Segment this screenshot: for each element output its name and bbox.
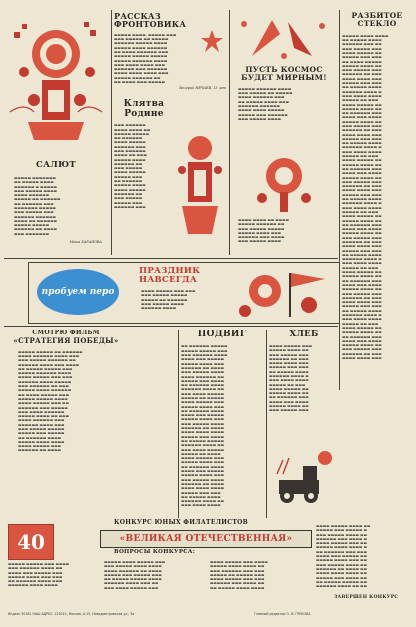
contest-text-col2: ▬▬▬▬▬ ▬▬▬▬ ▬▬▬▬▬ ▬▬▬ ▬▬▬ ▬▬▬▬▬ ▬▬▬▬ ▬▬▬▬ ▬▬▬▬ ▬▬▬▬▬▬ ▬▬ ▬▬▬▬ ▬▬▬▬▬ ▬▬▬ ▬▬▬▬▬ ▬▬▬ ▬▬ ▬▬▬▬▬ ▬▬▬▬▬ ▬▬▬▬ ▬▬▬▬▬▬ ▬▬▬▬ ▬▬▬ ▬▬ ▬▬▬ ▬▬▬▬ ▬▬▬▬▬ ▬▬▬ <box>104 560 166 590</box>
holiday-title <box>139 267 200 285</box>
pen-logo: пробуем перо <box>37 269 119 315</box>
oath-title-line-2: Родине <box>124 108 164 119</box>
glass-title <box>342 12 412 28</box>
divider <box>111 10 112 255</box>
story-author: Валерий НЕЧАЕВ, 13 лет <box>179 86 226 91</box>
star-burst-icon <box>200 28 224 56</box>
salute-poem: ▬▬▬▬▬ ▬▬▬▬▬▬▬ ▬▬ ▬▬▬▬▬ ▬▬▬▬ ▬▬▬▬▬▬ ▬ ▬▬▬▬▬ ▬▬▬ ▬▬▬▬▬ ▬▬▬▬ ▬▬▬▬ ▬▬▬▬▬▬ ▬▬▬▬▬ ▬▬ ▬▬▬▬▬▬ ▬▬ ▬▬▬▬▬▬ ▬▬▬ ▬▬▬▬▬▬▬ ▬▬▬▬▬ ▬▬▬ ▬▬▬▬▬ ▬▬▬ ▬▬▬▬▬▬ ▬▬▬▬▬▬ ▬▬▬▬ ▬▬ ▬▬▬▬▬▬ ▬▬▬▬▬ ▬▬▬▬▬ ▬▬▬▬▬▬ ▬▬ ▬▬▬▬ ▬▬▬ ▬▬▬▬▬▬▬ <box>14 175 61 236</box>
contest-kicker: КОНКУРС ЮНЫХ ФИЛАТЕЛИСТОВ <box>114 519 249 526</box>
glass-text: ▬▬▬▬▬ ▬▬▬▬ ▬▬▬▬ ▬▬ ▬▬▬▬▬ ▬▬▬▬ ▬▬▬▬▬▬ ▬▬▬ ▬▬ ▬▬▬ ▬▬▬▬▬ ▬▬▬ ▬▬▬▬ ▬▬▬▬▬ ▬▬ ▬▬▬▬▬ ▬▬▬ ▬▬▬ ▬▬ ▬▬▬▬ ▬▬▬▬▬ ▬▬▬▬▬ ▬▬▬▬ ▬▬ ▬▬▬ ▬▬▬▬▬ ▬▬▬ ▬▬▬▬▬▬ ▬▬ ▬▬▬ ▬▬▬▬ ▬▬▬▬ ▬▬▬ ▬▬▬▬▬ ▬▬▬ ▬▬▬ ▬▬ ▬▬▬▬▬ ▬▬▬▬ ▬▬▬▬▬▬ ▬▬▬▬ ▬ ▬▬▬ ▬▬▬▬ ▬▬▬▬ ▬▬▬▬▬ ▬▬ ▬▬▬ ▬▬▬▬ ▬▬▬▬▬ ▬▬ ▬▬▬▬▬ ▬▬▬▬ ▬▬ ▬▬ ▬▬▬▬▬▬ ▬▬▬ ▬▬▬▬ ▬▬▬ ▬▬▬▬ ▬▬▬▬▬ ▬▬▬▬ ▬▬ ▬▬▬ ▬▬▬▬▬ ▬▬▬ ▬▬▬▬▬▬ ▬▬ ▬▬▬ ▬▬▬▬ ▬▬▬▬ ▬▬▬ ▬▬▬▬▬ ▬▬▬ ▬▬▬ ▬▬ ▬▬▬▬▬ ▬▬▬▬ ▬▬▬▬▬▬ ▬▬▬▬ ▬ ▬▬▬ ▬▬▬▬ ▬▬▬▬ ▬▬▬▬▬ ▬▬ ▬▬▬ ▬▬▬▬ ▬▬▬▬▬ ▬▬ ▬▬▬▬▬ ▬▬▬▬ ▬▬ ▬▬ ▬▬▬▬▬▬ ▬▬▬ ▬▬▬▬ ▬▬▬ ▬▬▬▬ ▬▬▬▬▬ ▬▬▬▬ ▬▬ ▬▬▬ ▬▬▬▬▬ ▬▬▬ ▬▬▬▬▬▬ ▬▬ ▬▬▬ ▬▬▬▬ ▬▬▬▬ ▬▬▬ ▬▬▬▬▬ ▬▬▬ ▬▬▬ ▬▬ ▬▬▬▬▬ ▬▬▬▬ ▬▬▬▬▬▬ ▬▬▬▬ ▬ ▬▬▬ ▬▬▬▬ ▬▬▬▬ ▬▬▬▬▬ ▬▬ ▬▬▬ ▬▬▬▬ ▬▬▬▬▬ ▬▬ ▬▬▬▬▬ ▬▬▬▬ ▬▬ ▬▬ ▬▬▬▬▬▬ ▬▬▬ ▬▬▬▬ ▬▬▬ ▬▬▬▬ ▬▬▬▬▬ ▬▬▬▬ ▬▬ ▬▬▬ ▬▬▬▬▬ ▬▬▬ ▬▬▬▬▬▬ ▬▬ ▬▬▬ ▬▬▬▬ ▬▬▬▬ ▬▬▬ ▬▬▬▬▬ ▬▬▬ ▬▬▬ ▬▬ ▬▬▬▬▬ ▬▬▬▬ ▬▬▬▬▬▬ ▬▬▬▬ ▬ ▬▬▬ ▬▬▬▬ ▬▬▬▬ ▬▬▬▬▬ ▬▬ ▬▬▬ ▬▬▬▬ ▬▬▬▬▬ ▬▬ ▬▬▬▬▬ ▬▬▬▬ ▬▬ ▬▬ ▬▬▬▬▬▬ ▬▬▬ ▬▬▬▬ ▬▬▬ ▬▬▬▬ ▬▬▬▬▬ ▬▬▬▬ ▬▬ ▬▬▬ ▬▬▬▬▬ ▬▬▬ ▬▬▬▬▬▬ ▬▬ ▬▬▬ ▬▬▬▬ ▬▬▬▬ ▬▬▬ ▬▬▬▬▬ ▬▬▬ ▬▬▬ ▬▬ ▬▬▬▬▬ ▬▬▬▬ ▬▬▬▬▬▬ ▬▬▬▬ ▬ ▬▬▬ ▬▬▬▬ ▬▬▬▬ ▬▬▬▬▬ ▬▬ ▬▬▬ ▬▬▬▬ ▬▬▬▬▬ ▬▬ ▬▬▬▬▬ ▬▬▬▬ ▬▬ ▬▬ ▬▬▬▬▬▬ ▬▬▬ ▬▬▬▬ ▬▬▬ ▬▬▬▬ ▬▬▬▬▬ ▬▬▬▬ ▬▬ ▬▬▬ ▬▬▬▬▬ ▬▬▬ ▬▬▬▬▬▬ ▬▬ ▬▬▬ ▬▬▬▬ ▬▬▬▬ ▬▬▬ <box>342 33 389 361</box>
glass-title-line-1: РАЗБИТОЕ <box>351 12 403 20</box>
red-tree-ornament <box>254 154 314 214</box>
oath-text: ▬▬▬ ▬▬▬▬▬▬ ▬▬▬▬ ▬▬▬▬ ▬▬ ▬▬▬▬▬ ▬▬▬▬▬ ▬▬ ▬▬▬▬▬▬ ▬▬▬▬ ▬▬▬▬▬ ▬▬▬▬▬▬ ▬▬▬ ▬▬▬ ▬▬▬▬▬▬ ▬▬▬▬ ▬▬ ▬▬▬ ▬▬▬▬▬ ▬▬▬▬ ▬▬▬▬▬▬ ▬▬ ▬▬▬ ▬▬▬▬▬ ▬▬▬▬ ▬▬▬▬▬ ▬▬▬▬▬ ▬▬▬ ▬▬ ▬▬▬▬▬▬ ▬▬▬▬▬ ▬▬▬▬ ▬▬▬▬ ▬▬▬▬▬ ▬▬▬▬▬▬ ▬▬ ▬▬▬ ▬▬▬▬▬ ▬▬▬▬▬ ▬▬▬ ▬▬▬▬▬▬ ▬▬▬ <box>114 123 151 209</box>
film-kicker: СМОТРЮ ФИЛЬМ <box>32 330 100 336</box>
glass-title-line-2: СТЕКЛО <box>357 18 397 28</box>
bread-title: ХЛЕБ <box>289 330 319 339</box>
holiday-poem: ▬▬▬▬ ▬▬▬▬▬ ▬▬▬ ▬▬▬ ▬▬▬ ▬▬▬▬▬ ▬▬▬▬▬ ▬▬▬▬▬ ▬▬ ▬▬▬▬▬▬ ▬▬▬ ▬▬▬▬▬ ▬▬▬▬ ▬▬▬▬▬▬ ▬▬▬▬ <box>141 289 196 311</box>
contest-title: «ВЕЛИКАЯ ОТЕЧЕСТВЕННАЯ» <box>119 534 293 544</box>
stamp-40 <box>8 524 54 560</box>
feat-poem: ▬▬ ▬▬▬▬▬▬ ▬▬▬▬▬ ▬▬▬▬▬ ▬▬▬▬▬ ▬▬▬ ▬▬▬ ▬▬▬▬▬▬ ▬▬▬▬ ▬▬▬▬ ▬▬▬ ▬▬▬▬▬ ▬▬▬▬▬ ▬▬▬▬ ▬▬▬ ▬▬▬▬▬▬ ▬▬ ▬▬▬▬ ▬▬▬ ▬▬▬▬▬ ▬▬▬▬ ▬▬▬▬ ▬▬▬▬▬▬ ▬▬ ▬▬▬▬▬ ▬▬▬ ▬▬▬▬ ▬▬ ▬▬▬▬▬▬ ▬▬▬▬ ▬▬▬▬▬▬ ▬▬▬▬ ▬▬ ▬▬▬ ▬▬▬▬ ▬▬▬▬▬ ▬▬▬▬▬ ▬▬ ▬▬▬▬▬ ▬▬▬▬ ▬▬▬▬▬ ▬▬▬ ▬▬▬▬▬ ▬▬▬▬ ▬▬▬ ▬▬ ▬▬▬▬▬▬ ▬▬▬▬ ▬▬▬▬ ▬▬▬ ▬▬▬▬▬ ▬▬▬▬▬ ▬▬▬▬ ▬▬▬ ▬▬▬ ▬▬▬▬▬ ▬▬▬▬ ▬▬▬▬▬▬ ▬▬ ▬▬▬▬ ▬▬▬▬ ▬▬▬▬ ▬▬▬▬ ▬▬▬▬▬ ▬▬▬ ▬▬▬▬ ▬▬ ▬▬▬▬▬ ▬▬▬▬▬ ▬▬▬▬▬▬ ▬▬▬▬ ▬▬ ▬▬▬ ▬▬▬▬ ▬▬▬▬▬ ▬▬▬▬▬ ▬▬ ▬▬▬▬ ▬▬▬▬ ▬▬▬▬▬ ▬▬▬ ▬▬▬▬▬ ▬▬▬▬ ▬▬▬ ▬▬ ▬▬▬▬▬▬ ▬▬▬▬ ▬▬▬▬ ▬▬▬ ▬▬▬▬▬ ▬▬▬▬▬ ▬▬▬▬ ▬▬▬ ▬▬▬ ▬▬▬▬▬ ▬▬▬▬ ▬▬▬▬▬▬ ▬▬ ▬▬▬▬ ▬▬▬▬ ▬▬▬▬ ▬▬▬▬ ▬▬▬▬▬ ▬▬▬ ▬▬▬ ▬▬ ▬▬▬▬▬ ▬▬▬▬ ▬▬▬▬▬▬ ▬▬▬▬ ▬▬ ▬▬▬ ▬▬▬▬ ▬▬▬▬ <box>181 344 228 508</box>
film-poem: ▬▬▬▬▬ ▬▬▬▬▬ ▬▬ ▬▬▬▬▬▬ ▬▬▬▬ ▬▬▬▬▬▬ ▬▬▬▬ ▬▬▬ ▬▬▬ ▬▬▬▬▬ ▬▬▬▬▬▬ ▬▬ ▬▬▬▬▬▬ ▬▬▬▬ ▬▬▬ ▬▬▬▬ ▬▬ ▬▬▬▬▬ ▬▬▬▬▬ ▬▬▬ ▬▬▬▬▬ ▬▬▬▬▬▬ ▬▬▬▬ ▬▬▬▬ ▬▬▬▬▬ ▬▬▬ ▬▬▬ ▬▬▬▬▬▬ ▬▬▬▬ ▬▬▬▬▬ ▬▬▬ ▬▬▬▬▬▬ ▬▬ ▬▬▬ ▬▬▬▬▬ ▬▬▬▬ ▬▬▬▬▬▬ ▬▬ ▬▬▬▬ ▬▬▬▬▬ ▬▬▬ ▬▬▬▬▬ ▬▬▬▬▬ ▬▬▬▬ ▬▬▬▬ ▬▬▬▬▬ ▬▬▬ ▬▬ ▬▬▬▬▬▬ ▬▬▬ ▬▬▬▬▬ ▬▬▬ ▬▬▬▬ ▬▬▬▬▬▬ ▬▬▬▬▬ ▬▬▬▬ ▬▬ ▬▬▬ ▬▬▬▬ ▬▬▬▬▬▬ ▬▬▬ ▬▬▬▬▬▬ ▬▬▬▬ ▬▬▬ ▬▬▬ ▬▬▬▬▬ ▬▬▬▬▬ ▬▬▬▬▬ ▬▬▬ ▬▬▬▬▬ ▬▬ ▬▬▬▬▬▬ ▬▬▬▬ ▬▬▬▬▬ ▬▬▬▬ ▬▬▬▬ ▬▬▬▬ ▬▬▬▬▬ ▬▬▬ ▬▬▬▬▬▬ ▬▬ ▬▬▬▬ <box>18 349 83 453</box>
salute-author: Маша ХАРАНОВА <box>69 240 102 245</box>
stamp-year: 40 <box>17 530 45 554</box>
oath-title <box>114 100 174 119</box>
holiday-title-line-1: ПРАЗДНИК <box>139 266 201 276</box>
contest-text-col4: ▬▬▬▬ ▬▬▬▬▬ ▬▬▬▬ ▬▬ ▬▬▬▬▬ ▬▬▬ ▬▬▬▬▬ ▬ ▬▬▬ ▬▬▬▬▬ ▬▬▬▬ ▬▬ ▬▬▬▬▬▬ ▬▬▬ ▬▬▬▬ ▬ ▬▬▬▬ ▬▬▬▬▬ ▬▬▬ ▬▬ ▬▬▬▬▬ ▬▬▬▬ ▬▬▬▬ ▬ ▬▬ ▬▬▬▬▬▬ ▬▬▬ ▬▬▬ ▬▬▬▬ ▬▬▬ ▬▬▬▬▬ ▬▬ ▬▬▬▬▬ ▬▬▬▬ ▬▬▬ ▬▬ ▬▬▬ ▬▬▬▬▬ ▬▬▬▬ ▬▬ ▬▬▬▬▬▬ ▬▬ ▬▬▬▬ ▬▬ ▬▬▬▬ ▬▬▬▬ ▬▬▬▬ ▬▬ ▬▬▬▬▬ ▬▬▬ ▬▬▬▬ ▬▬ ▬▬ ▬▬▬▬▬ ▬▬▬▬▬ ▬▬ ▬▬▬▬▬▬ ▬▬▬▬ ▬▬ ▬▬ <box>316 524 371 589</box>
contest-text-col1: ▬▬▬▬▬ ▬▬▬▬▬ ▬▬▬ ▬▬▬▬ ▬▬▬ ▬▬▬▬▬▬ ▬▬▬▬ ▬▬ ▬▬▬▬ ▬▬▬ ▬▬▬▬▬ ▬▬▬ ▬▬▬▬▬ ▬▬▬▬ ▬▬▬ ▬▬▬ ▬▬ ▬▬▬▬▬▬ ▬▬▬▬ ▬▬▬ ▬▬▬▬▬▬ ▬▬▬▬ ▬▬▬▬ <box>8 562 70 588</box>
bread-poem: ▬▬▬▬ ▬▬▬▬▬ ▬▬▬ ▬▬▬▬▬ ▬▬▬▬ ▬▬ ▬▬▬ ▬▬▬▬▬ ▬▬▬ ▬▬▬▬▬▬ ▬▬ ▬▬▬ ▬▬▬▬ ▬▬▬▬ ▬▬▬ ▬▬▬▬▬ ▬▬▬ ▬▬▬ ▬▬ ▬▬▬▬▬ ▬▬▬▬ ▬▬▬▬▬▬ ▬▬▬▬ ▬ ▬▬▬ ▬▬▬▬ ▬▬▬▬ ▬▬▬▬▬ ▬▬ ▬▬▬ ▬▬▬▬ ▬▬▬▬▬ ▬▬ ▬▬▬▬▬ ▬▬▬▬ ▬▬ ▬▬ ▬▬▬▬▬▬ ▬▬▬ ▬▬▬▬ ▬▬▬ ▬▬▬▬ ▬▬▬▬▬ ▬▬▬▬ ▬▬ ▬▬▬ ▬▬▬▬▬ ▬▬▬ <box>269 343 313 413</box>
story-text: ▬▬▬▬▬ ▬▬▬▬, ▬▬▬▬▬ ▬▬▬ ▬▬▬ ▬▬▬▬▬ ▬▬ ▬▬▬▬▬ ▬▬▬▬▬▬ ▬▬▬▬▬ ▬▬▬▬ ▬▬▬▬▬ ▬▬▬▬ ▬▬▬▬▬▬ ▬▬ ▬▬▬▬ ▬▬▬▬▬▬ ▬▬▬ ▬▬▬▬▬ ▬▬▬▬▬ ▬▬▬▬▬ ▬▬▬▬▬ ▬▬▬▬▬▬ ▬▬▬▬ ▬▬▬ ▬▬▬▬ ▬▬▬▬ ▬▬▬ ▬▬▬▬▬▬ ▬▬▬ ▬▬▬▬▬▬ ▬▬▬▬ ▬▬▬▬ ▬▬▬▬ ▬▬▬ ▬▬▬▬▬ ▬▬▬▬▬▬ ▬▬ ▬▬ ▬▬▬▬ ▬▬▬ ▬▬▬▬▬ <box>114 32 177 85</box>
space-title <box>232 66 336 82</box>
salute-title: САЛЮТ <box>36 160 76 170</box>
harvest-illustration <box>273 446 335 506</box>
space-column <box>232 12 336 257</box>
contest-section <box>4 518 412 623</box>
oath-title-line-1: Клятва <box>123 99 165 110</box>
red-figure-ornament <box>4 12 108 147</box>
space-title-line-1: ПУСТЬ КОСМОС <box>245 65 323 74</box>
children-flag-illustration <box>235 265 335 321</box>
footer-editor: Главный редактор О. И. ГРЕКОВА <box>254 612 311 616</box>
story-title: РАССКАЗ ФРОНТОВИКА <box>114 12 187 30</box>
divider <box>4 326 338 327</box>
footer-address: Индекс 50181 НАШ АДРЕС: 125015, Москва, А-15, Новодмитровская ул., 5а <box>8 612 135 616</box>
newspaper-page <box>4 4 412 623</box>
space-poem-2: ▬▬▬▬ ▬▬▬▬ ▬▬ ▬▬▬▬ ▬▬▬▬▬ ▬▬▬▬▬▬ ▬▬ ▬▬▬ ▬▬▬▬▬ ▬▬▬▬▬ ▬▬▬▬▬ ▬▬▬▬ ▬▬▬ ▬▬▬▬▬▬ ▬▬▬ ▬▬▬▬ ▬▬▬ ▬▬▬▬▬ ▬▬▬▬ <box>238 218 289 244</box>
space-poem: ▬▬▬▬▬ ▬▬▬▬▬▬ ▬▬▬▬ ▬▬▬ ▬▬▬▬▬ ▬▬ ▬▬▬▬▬ ▬▬▬▬ ▬▬▬▬▬▬ ▬▬▬ ▬▬ ▬▬▬▬▬ ▬▬▬▬ ▬▬▬ ▬▬▬▬▬▬ ▬▬▬▬▬▬ ▬▬▬▬ ▬▬▬▬ ▬▬▬▬▬ ▬▬▬▬▬ ▬▬▬ ▬▬▬▬▬▬ ▬▬▬ ▬▬▬▬▬ ▬▬▬▬ <box>238 86 293 121</box>
red-warrior-ornament <box>176 130 224 240</box>
questions-title: ВОПРОСЫ КОНКУРСА: <box>114 549 196 555</box>
rocket-ornament <box>232 12 332 62</box>
holiday-band <box>28 262 340 324</box>
feat-title: ПОДВИГ <box>197 330 247 339</box>
divider <box>339 10 340 390</box>
divider <box>229 10 230 255</box>
salute-column <box>4 12 108 257</box>
holiday-title-line-2: НАВСЕГДА <box>139 274 198 285</box>
contest-text-col3: ▬▬▬▬ ▬▬▬▬▬ ▬▬▬ ▬▬▬▬ ▬▬▬▬▬ ▬▬▬▬ ▬▬▬▬ ▬▬ ▬▬▬ ▬▬▬▬▬▬ ▬▬▬ ▬▬▬ ▬▬▬▬▬ ▬▬ ▬▬▬▬▬ ▬▬▬ ▬▬▬▬ ▬▬▬▬▬ ▬▬▬ ▬▬▬ ▬▬▬▬▬▬ ▬▬▬ ▬▬▬▬ ▬▬ ▬▬ ▬▬▬▬▬ ▬▬▬▬ ▬▬▬▬ <box>210 560 268 590</box>
contest-title-box <box>100 530 312 548</box>
end-note: ЗАВЕРШЕН КОНКУРС <box>334 595 399 600</box>
glass-column <box>342 12 412 392</box>
story-column <box>114 12 226 257</box>
space-title-line-2: БУДЕТ МИРНЫМ! <box>241 72 327 82</box>
film-title: «СТРАТЕГИЯ ПОБЕДЫ» <box>13 336 119 346</box>
divider <box>4 258 338 259</box>
